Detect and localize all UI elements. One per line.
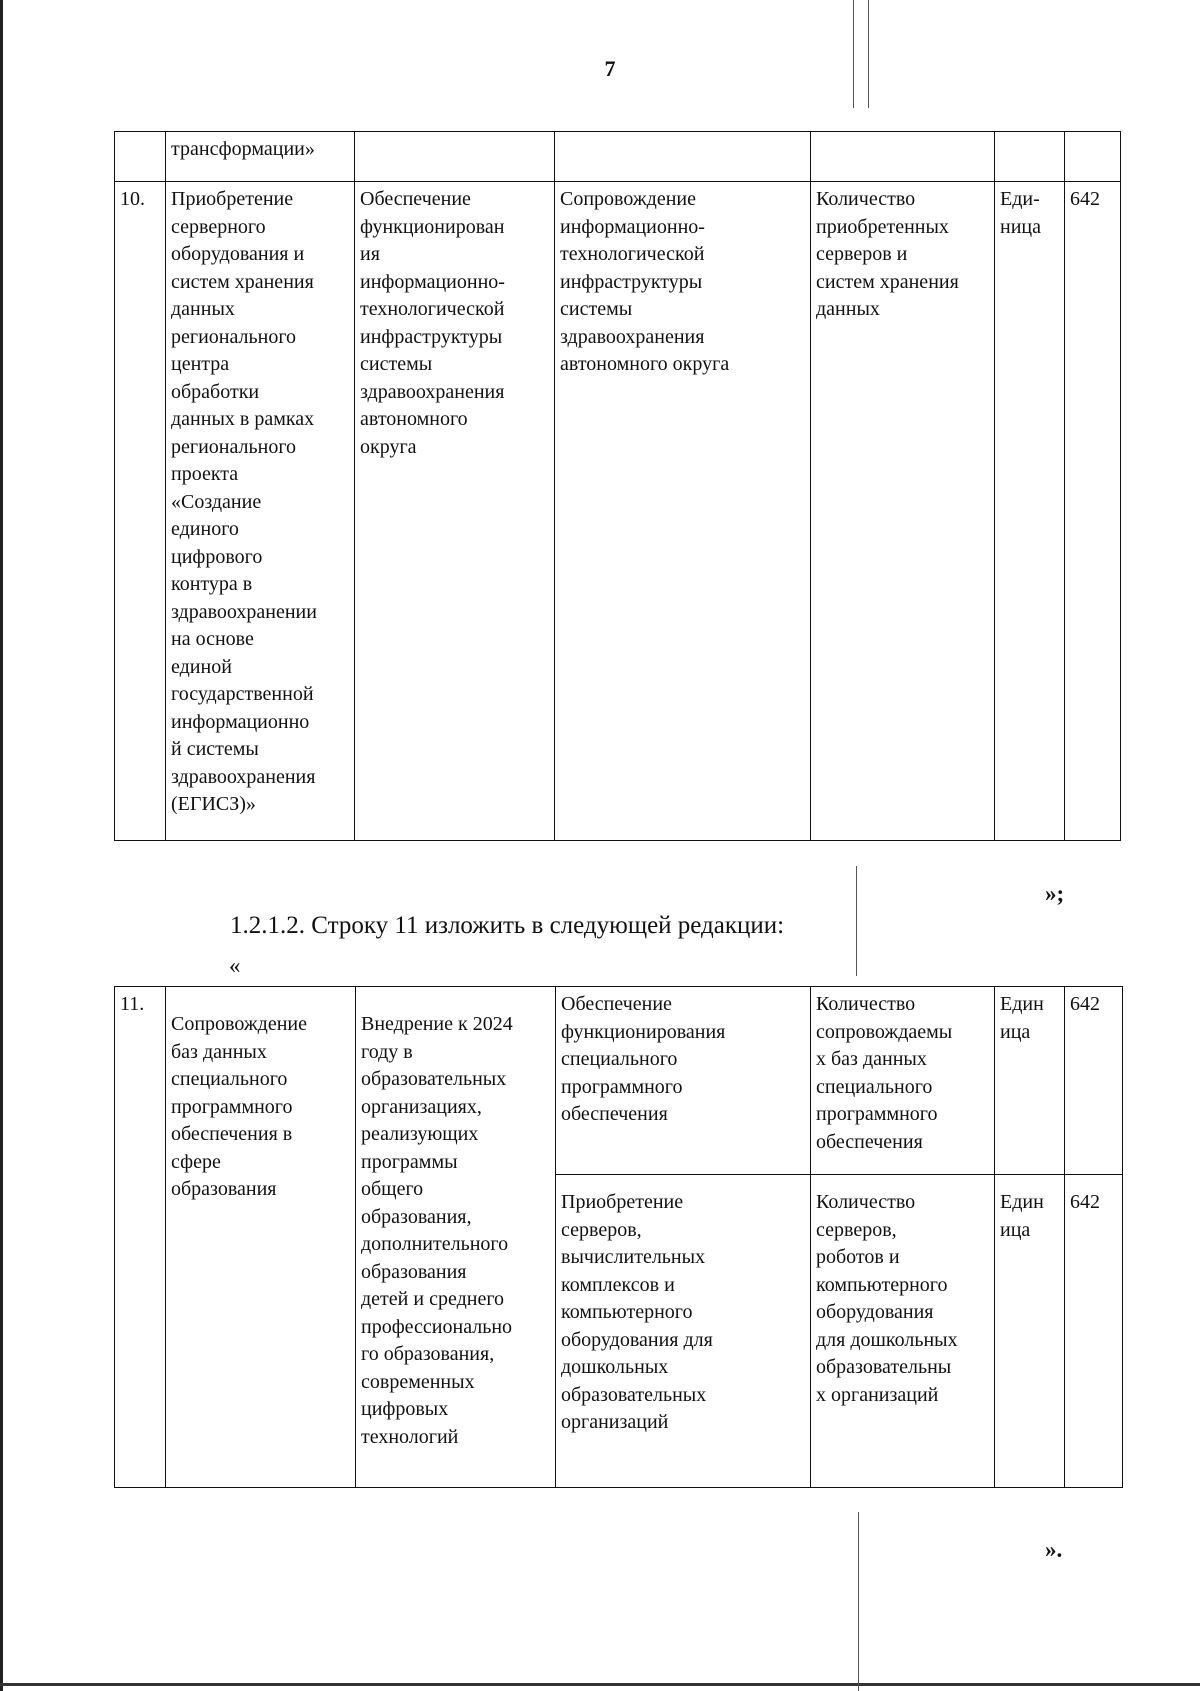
table-cell xyxy=(995,1175,1065,1488)
event-goal: Внедрение к 2024 году в образовательных организациях, реализующих программы общего образования, дополнительного образования детей и среднего профессионально го образования, современных цифровых технологий xyxy=(361,1013,513,1448)
measures-table-continued xyxy=(114,131,1121,841)
table-cell xyxy=(556,987,811,1175)
table-cell xyxy=(166,987,356,1488)
table-row xyxy=(115,132,1121,182)
table-row xyxy=(115,182,1121,841)
opening-quote: « xyxy=(229,953,241,978)
table-cell xyxy=(811,182,995,841)
table-cell xyxy=(1065,182,1121,841)
row-number-cell xyxy=(115,182,166,841)
scan-artifact-line xyxy=(858,1512,859,1691)
table-cell xyxy=(995,182,1065,841)
table-cell xyxy=(811,1175,995,1488)
measures-table-row-11 xyxy=(114,986,1123,1488)
event-name: Приобретение серверного оборудования и систем хранения данных регионального центра обработки данных в рамках регионального проекта «Создание единого цифрового контура в здравоохранении на основе единой государственной информационно й системы здравоохранения (ЕГИСЗ)» xyxy=(171,188,317,815)
scan-artifact-line xyxy=(868,0,869,108)
scan-edge-bottom xyxy=(0,1683,1200,1686)
table-cell xyxy=(1065,132,1121,182)
indicator-name: Количество приобретенных серверов и систем хранения данных xyxy=(816,188,959,320)
row-number-cell xyxy=(115,987,166,1488)
section-heading: 1.2.1.2. Строку 11 изложить в следующей редакции: xyxy=(230,912,785,939)
event-goal: Обеспечение функционирован ия информационно- технологической инфраструктуры системы здравоохранения автономного округа xyxy=(360,188,505,458)
table-cell xyxy=(1065,987,1123,1175)
table-cell xyxy=(555,182,811,841)
table-cell xyxy=(166,132,355,182)
unit-code: 642 xyxy=(1070,1191,1100,1213)
cell-text: трансформации» xyxy=(171,138,315,160)
table-cell xyxy=(995,132,1065,182)
table-cell xyxy=(556,1175,811,1488)
table-cell xyxy=(811,987,995,1175)
scan-edge-left xyxy=(0,0,3,1691)
indicator-name: Количество серверов, роботов и компьютерного оборудования для дошкольных образовательны х организаций xyxy=(816,1191,958,1406)
table-cell xyxy=(355,182,555,841)
table-cell xyxy=(995,987,1065,1175)
closing-quote: »; xyxy=(1045,881,1065,906)
event-name: Сопровождение баз данных специального программного обеспечения в сфере образования xyxy=(171,1013,308,1200)
unit-name: Един ица xyxy=(1000,1191,1044,1241)
page-number: 7 xyxy=(604,56,616,81)
scan-artifact-line xyxy=(853,0,854,108)
closing-quote: ». xyxy=(1045,1537,1063,1562)
row-number: 11. xyxy=(120,993,145,1015)
event-description: Обеспечение функционирования специального программного обеспечения xyxy=(561,993,726,1125)
event-description: Приобретение серверов, вычислительных комплексов и компьютерного оборудования для дошкольных образовательных организаций xyxy=(561,1191,713,1433)
table-cell xyxy=(555,132,811,182)
table-cell xyxy=(355,132,555,182)
table-cell xyxy=(115,132,166,182)
table-cell xyxy=(1065,1175,1123,1488)
scan-artifact-line xyxy=(856,866,857,976)
unit-name: Еди- ница xyxy=(1000,188,1041,238)
table-cell xyxy=(166,182,355,841)
event-description: Сопровождение информационно- технологической инфраструктуры системы здравоохранения автономного округа xyxy=(560,188,730,375)
unit-code: 642 xyxy=(1070,993,1100,1015)
table-row xyxy=(115,987,1123,1175)
table-cell xyxy=(811,132,995,182)
row-number: 10. xyxy=(120,188,145,210)
indicator-name: Количество сопровождаемы х баз данных специального программного обеспечения xyxy=(816,993,953,1153)
unit-code: 642 xyxy=(1070,188,1100,210)
unit-name: Един ица xyxy=(1000,993,1044,1043)
table-cell xyxy=(356,987,556,1488)
